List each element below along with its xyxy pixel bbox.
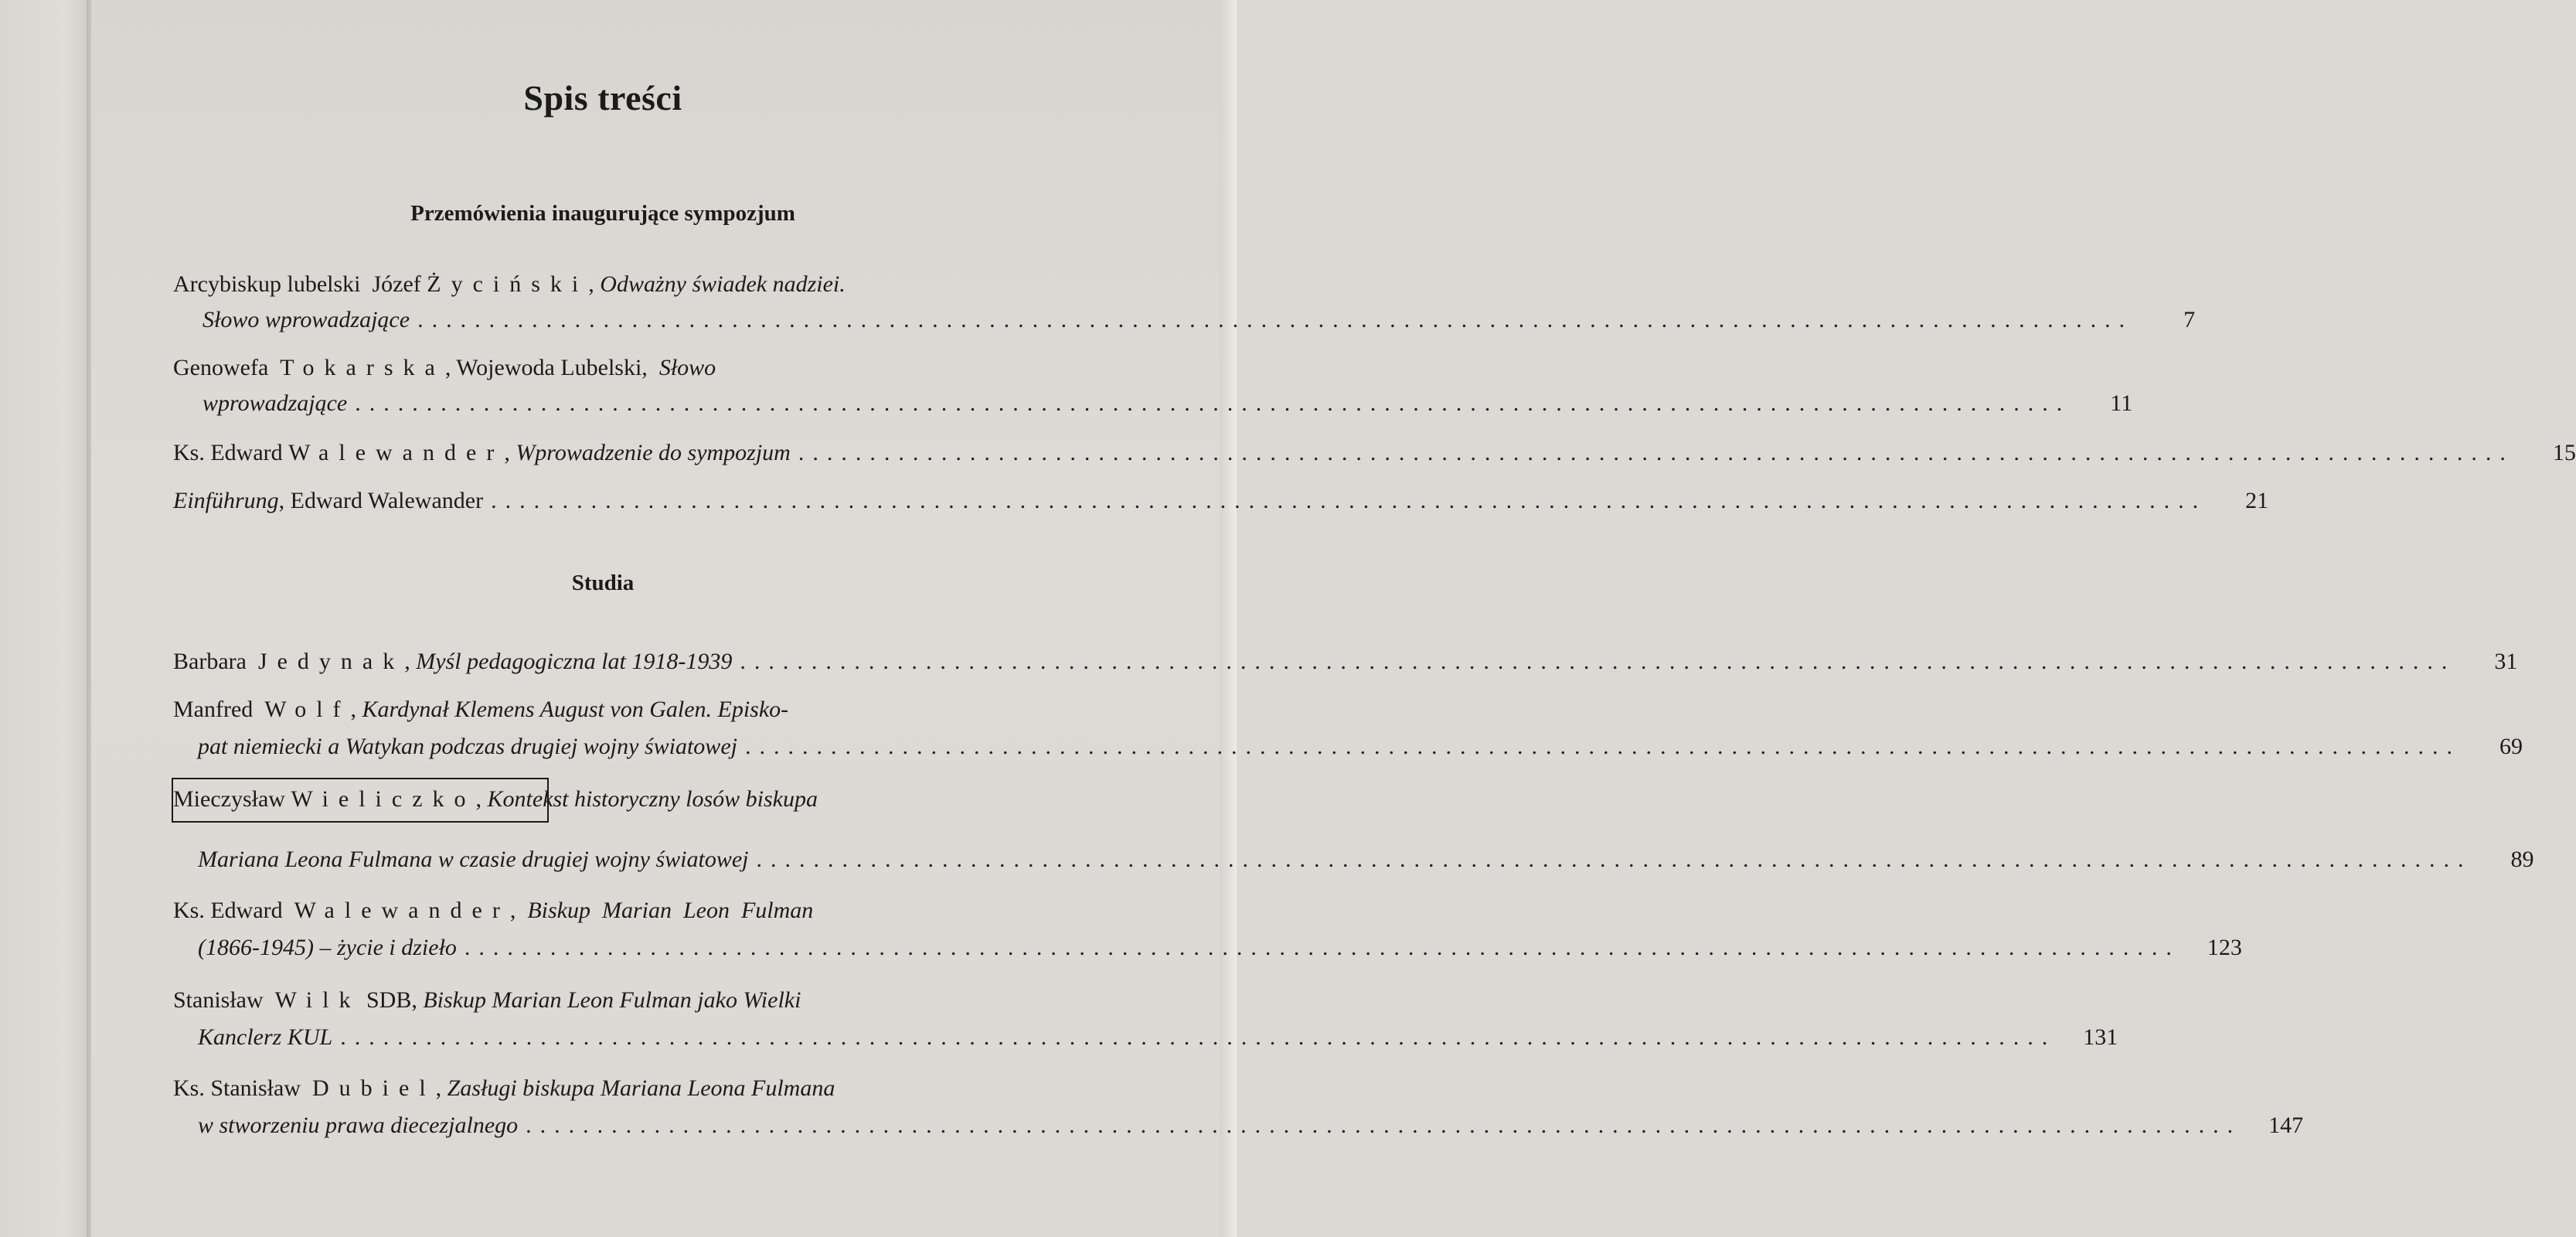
entry-author-surname: Tokarska (280, 355, 445, 380)
toc-entry-line (202, 390, 2133, 417)
page-number: 69 (2499, 734, 2523, 759)
entry-text: Ks. Edward (173, 898, 294, 923)
entry-title-text: Biskup Marian Leon Fulman jako Wielki (423, 987, 801, 1013)
page-title: Spis treści (523, 78, 682, 118)
entry-title-text: Biskup Marian Leon Fulman (527, 898, 814, 923)
page-number: 123 (2207, 935, 2242, 960)
toc-entry-line (173, 354, 869, 382)
entry-author-surname: Życiński (427, 271, 589, 297)
leader-dots: ........................................................................................................................ (526, 1113, 2242, 1138)
toc-entry-line (173, 696, 1023, 724)
entry-title-text: wprowadzające (202, 390, 348, 416)
toc-entry-line (173, 1075, 1031, 1102)
highlight-box (172, 778, 549, 823)
entry-text: Mieczysław (173, 786, 291, 812)
entry-text: , (404, 649, 417, 674)
entry-title-text: Kontekst historyczny losów biskupa (487, 786, 818, 812)
entry-text: SDB, (360, 987, 424, 1013)
page-number: 15 (2552, 440, 2576, 465)
toc-entry-line (173, 271, 1008, 298)
entry-title-text: pat niemiecki a Watykan podczas drugiej wojny światowej (198, 734, 737, 759)
entry-author-surname: Wolf (264, 697, 351, 722)
page-number: 7 (2183, 307, 2196, 332)
entry-text: , (475, 786, 488, 812)
page-number: 131 (2083, 1024, 2118, 1050)
section-heading: Studia (571, 571, 635, 595)
entry-text: , (504, 440, 516, 465)
toc-entry-line (198, 733, 2523, 761)
entry-author-surname: Wieliczko (291, 786, 476, 812)
leader-dots: ........................................................................................................................ (464, 935, 2180, 960)
entry-title-text: Einführung (173, 488, 279, 513)
entry-text: Genowefa (173, 355, 281, 380)
page-number: 89 (2510, 847, 2534, 872)
page-number: 147 (2268, 1113, 2304, 1138)
leader-dots: ........................................................................................................................ (740, 649, 2456, 674)
entry-text: , (350, 697, 362, 722)
page-number: 11 (2110, 390, 2133, 416)
entry-title-text: Słowo (658, 355, 716, 380)
leader-dots: ........................................................................................................................ (756, 847, 2472, 872)
section-heading: Przemówienia inaugurujące sympozjum (410, 201, 795, 226)
entry-text: , Edward Walewander (278, 488, 484, 513)
toc-entry-line (173, 987, 1023, 1014)
entry-title-text: Zasługi biskupa Mariana Leona Fulmana (447, 1075, 835, 1101)
entry-text: , (588, 271, 601, 297)
entry-author-surname: Dubiel (312, 1075, 436, 1101)
page-number: 31 (2494, 649, 2518, 674)
entry-text: Ks. Edward (173, 440, 289, 465)
entry-title-text: Odważny świadek nadziei. (600, 271, 846, 297)
entry-text: Manfred (173, 697, 265, 722)
left-page-edge (0, 0, 91, 1237)
entry-author-surname: Walewander (288, 440, 505, 465)
entry-title-text: w stworzeniu prawa diecezjalnego (198, 1113, 519, 1138)
leader-dots: ........................................................................................................................ (355, 390, 2071, 416)
entry-author-surname: Wilk (274, 987, 361, 1013)
toc-entry-line (198, 846, 2534, 874)
leader-dots: ........................................................................................................................ (417, 307, 2134, 332)
entry-title-text: Kanclerz KUL (198, 1024, 333, 1050)
entry-title-text: Wprowadzenie do sympozjum (516, 440, 791, 465)
toc-entry-line (173, 897, 1023, 925)
right-page-edge (1220, 0, 1237, 1237)
entry-title-text: Mariana Leona Fulmana w czasie drugiej wojny światowej (198, 847, 749, 872)
entry-text: , (435, 1075, 447, 1101)
entry-title-text: Kardynał Klemens August von Galen. Episko- (362, 697, 789, 722)
toc-entry-line (173, 487, 2269, 515)
entry-text: , (509, 898, 528, 923)
entry-author-surname: Jedynak (257, 649, 405, 674)
entry-title-text: Słowo wprowadzające (202, 307, 410, 332)
leader-dots: ........................................................................................................................ (798, 440, 2514, 465)
entry-author-surname: Walewander (294, 898, 510, 923)
leader-dots: ........................................................................................................................ (744, 734, 2461, 759)
toc-entry-line (198, 1024, 2118, 1051)
entry-text: Stanisław (173, 987, 275, 1013)
entry-text: Arcybiskup lubelski Józef (173, 271, 427, 297)
leader-dots: ........................................................................................................................ (340, 1024, 2057, 1050)
page-number: 21 (2245, 488, 2269, 513)
entry-text: Barbara (173, 649, 258, 674)
entry-text: , Wojewoda Lubelski, (444, 355, 659, 380)
toc-entry-line (173, 648, 2518, 676)
toc-entry-line (202, 306, 2196, 334)
leader-dots: ........................................................................................................................ (491, 488, 2207, 513)
toc-entry-line (198, 1112, 2304, 1140)
entry-text: Ks. Stanisław (173, 1075, 312, 1101)
entry-title-text: Myśl pedagogiczna lat 1918-1939 (416, 649, 733, 674)
book-page (91, 0, 1220, 1237)
entry-title-text: (1866-1945) – życie i dzieło (198, 935, 457, 960)
toc-entry-line (198, 934, 2242, 962)
toc-entry-line (173, 439, 2576, 467)
